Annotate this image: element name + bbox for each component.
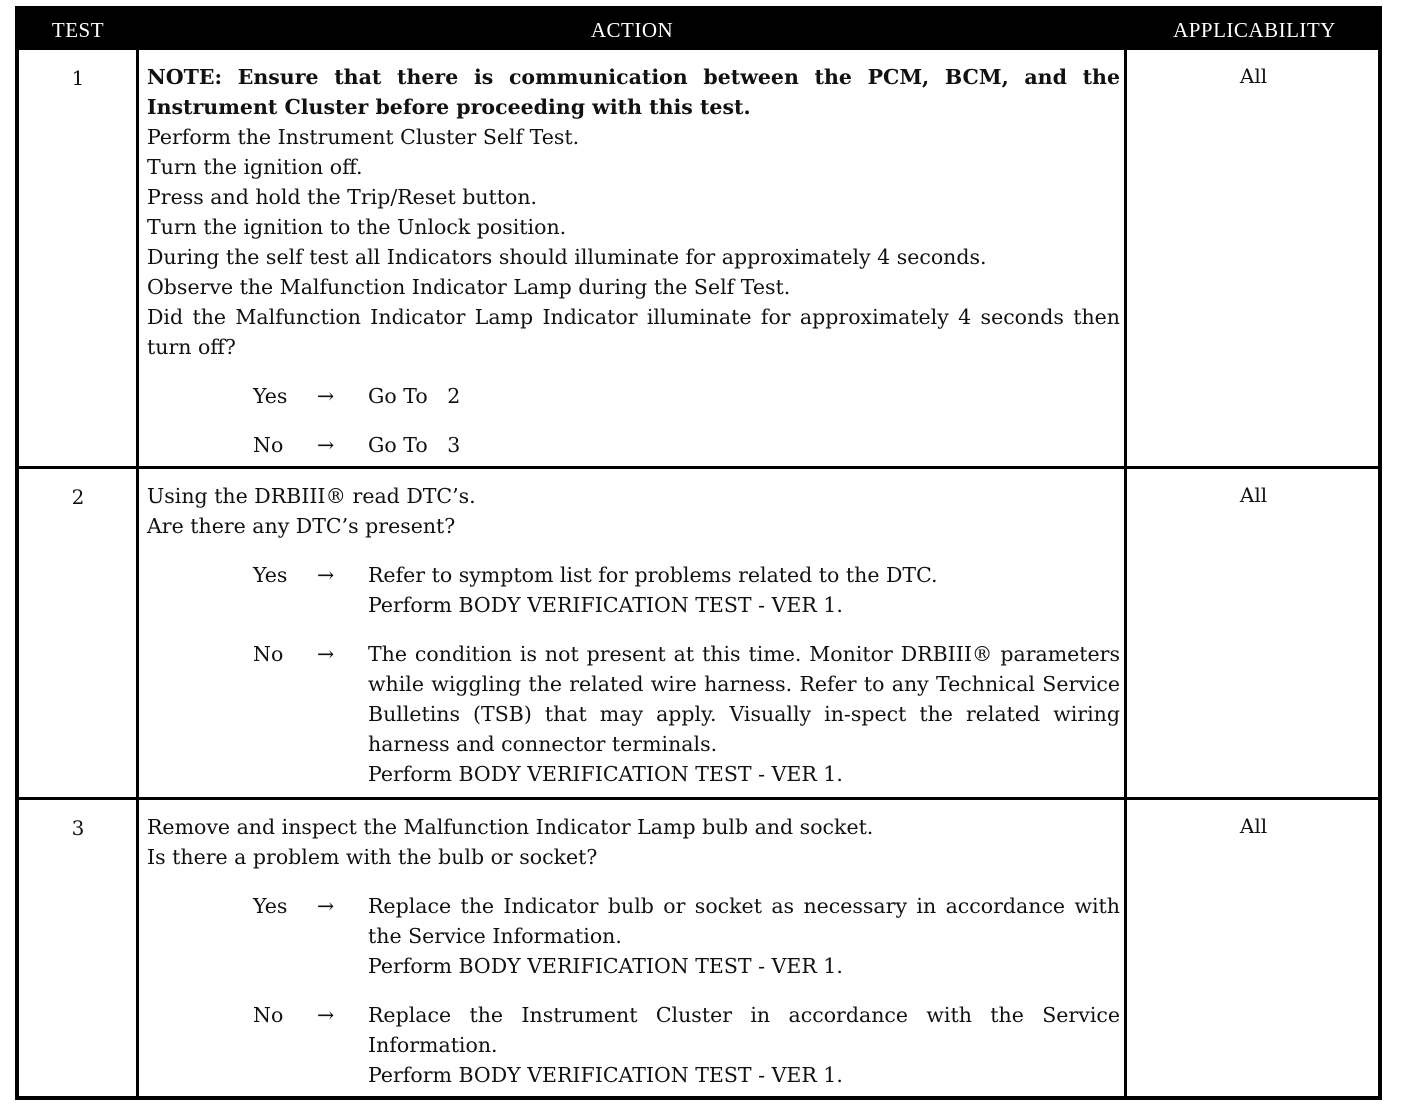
answer-text: The condition is not present at this time. Monitor DRBIII® parameters while wiggling the related wire harness. Refer to any Technical Service Bulletins (TSB) that may apply. Visually in-spect the related wiring harness and connector terminals.: [368, 642, 1120, 756]
applicability-value: All: [1239, 64, 1268, 88]
action-line: Press and hold the Trip/Reset button.: [147, 185, 538, 209]
answer-text: Refer to symptom list for problems related to the DTC.: [368, 563, 938, 587]
arrow-icon: →: [317, 894, 335, 918]
answer-yes: [147, 560, 1120, 620]
action-line: Turn the ignition to the Unlock position.: [147, 215, 567, 239]
answer-no: [147, 1000, 1120, 1090]
applicability-value: All: [1239, 483, 1268, 507]
test-number: 1: [71, 66, 85, 90]
arrow-icon: →: [317, 433, 335, 457]
note-text: NOTE: Ensure that there is communication between the PCM, BCM, and the Instrument Cluster before proceeding with this test.: [147, 65, 1120, 119]
table-row: [19, 50, 1378, 466]
action-line: Turn the ignition off.: [147, 155, 363, 179]
answer-text: Perform BODY VERIFICATION TEST - VER 1.: [368, 1063, 843, 1087]
header-applicability: APPLICABILITY: [1173, 18, 1336, 42]
test-number: 2: [71, 485, 85, 509]
answer-text: Replace the Instrument Cluster in accordance with the Service Information.: [368, 1003, 1120, 1057]
answer-yes: [147, 381, 1120, 411]
action-line: Remove and inspect the Malfunction Indicator Lamp bulb and socket.: [147, 815, 874, 839]
action-line: During the self test all Indicators should illuminate for approximately 4 seconds.: [147, 245, 987, 269]
answer-label: Yes: [253, 563, 288, 587]
action-line: Are there any DTC’s present?: [147, 514, 456, 538]
table-row: [19, 800, 1378, 1096]
action-cell: [147, 812, 1120, 1090]
answer-no: [147, 430, 1120, 460]
action-line: Perform the Instrument Cluster Self Test.: [147, 125, 580, 149]
header-action: ACTION: [590, 18, 674, 42]
answer-yes: [147, 891, 1120, 981]
action-cell: [147, 62, 1120, 460]
table-row: [19, 469, 1378, 797]
goto-target: 3: [447, 433, 461, 457]
goto-text: Go To: [368, 384, 428, 408]
action-line: Observe the Malfunction Indicator Lamp during the Self Test.: [147, 275, 791, 299]
answer-text: Replace the Indicator bulb or socket as necessary in accordance with the Service Information.: [368, 894, 1120, 948]
action-cell: [147, 481, 1120, 789]
answer-label: No: [253, 433, 284, 457]
diagnostic-table: [15, 6, 1382, 1100]
answer-text: Perform BODY VERIFICATION TEST - VER 1.: [368, 762, 843, 786]
arrow-icon: →: [317, 384, 335, 408]
action-line: Did the Malfunction Indicator Lamp Indicator illuminate for approximately 4 seconds then turn off?: [147, 305, 1120, 359]
answer-label: Yes: [253, 894, 288, 918]
answer-text: Perform BODY VERIFICATION TEST - VER 1.: [368, 593, 843, 617]
test-number: 3: [71, 816, 85, 840]
table-header: [19, 10, 1378, 50]
answer-text: Perform BODY VERIFICATION TEST - VER 1.: [368, 954, 843, 978]
goto-target: 2: [447, 384, 461, 408]
action-line: Using the DRBIII® read DTC’s.: [147, 484, 476, 508]
applicability-value: All: [1239, 814, 1268, 838]
goto-text: Go To: [368, 433, 428, 457]
arrow-icon: →: [317, 1003, 335, 1027]
action-line: Is there a problem with the bulb or socket?: [147, 845, 598, 869]
header-test: TEST: [51, 18, 105, 42]
answer-no: [147, 639, 1120, 789]
arrow-icon: →: [317, 642, 335, 666]
answer-label: No: [253, 1003, 284, 1027]
answer-label: No: [253, 642, 284, 666]
arrow-icon: →: [317, 563, 335, 587]
answer-label: Yes: [253, 384, 288, 408]
